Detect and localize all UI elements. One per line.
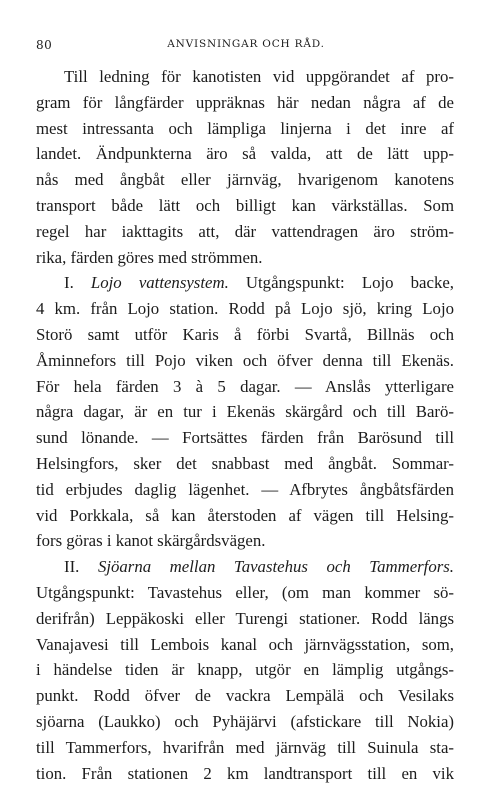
text-line: Vanajavesi till Lembois kanal och järnvägsstation, som, <box>36 634 454 654</box>
text-line: Helsingfors, sker det snabbast med ångbåt. Sommar- <box>36 453 454 473</box>
text-line: punkt. Rodd öfver de vackra Lempälä och Vesilaks <box>36 686 454 706</box>
text-line: sjöarna (Laukko) och Pyhäjärvi (afstickare till Nokia) <box>36 711 454 731</box>
section-heading-line <box>36 554 454 580</box>
section-number: II. <box>64 557 80 577</box>
text-line: derifrån) Leppäkoski eller Turengi stationer. Rodd längs <box>36 608 454 628</box>
text-line: Utgångspunkt: Tavastehus eller, (om man kommer sö- <box>36 582 454 602</box>
page-header <box>36 38 456 56</box>
section-tavastehus-tammerfors <box>36 554 454 786</box>
text-line: rika, färden göres med strömmen. <box>36 247 263 267</box>
text-line: fors göras i kanot skärgårdsvägen. <box>36 531 266 551</box>
text-line: transport både lätt och billigt kan värkställas. Som <box>36 195 454 215</box>
text-line: sund lönande. — Fortsättes färden från Barösund till <box>36 428 454 448</box>
running-title: ANVISNINGAR OCH RÅD. <box>167 38 325 50</box>
text-line: mest intressanta och lämpliga linjerna i det inre af <box>36 118 454 138</box>
text-line: tid erbjudes daglig lägenhet. — Afbrytes ångbåtsfärden <box>36 479 454 499</box>
page-number: 80 <box>36 38 53 52</box>
text-line: För hela färden 3 à 5 dagar. — Anslås ytterligare <box>36 376 454 396</box>
text-line: till Tammerfors, hvarifrån med järnväg till Suinula sta- <box>36 737 454 757</box>
text-line: Till ledning för kanotisten vid uppgörandet af pro- <box>64 67 454 86</box>
section-heading-rest: Utgångspunkt: Lojo backe, <box>245 273 454 293</box>
text-line: några dagar, är en tur i Ekenäs skärgård och till Barö- <box>36 402 454 422</box>
section-title: Lojo vattensystem. <box>90 273 229 293</box>
text-line: 4 km. från Lojo station. Rodd på Lojo sjö, kring Lojo <box>36 299 454 319</box>
section-heading-line <box>36 270 454 296</box>
text-line: tion. Från stationen 2 km landtransport till en vik <box>36 763 454 783</box>
text-line: vid Porkkala, så kan återstoden af vägen till Helsing- <box>36 505 454 525</box>
text-line: Storö samt utför Karis å förbi Svartå, Billnäs och <box>36 324 454 344</box>
section-lojo <box>36 270 454 554</box>
body-text <box>36 64 454 786</box>
text-line: nås med ångbåt eller järnväg, hvarigenom kanotens <box>36 170 454 190</box>
section-title: Sjöarna mellan Tavastehus och Tammerfors. <box>97 557 454 577</box>
text-line: landet. Ändpunkterna äro så valda, att de lätt upp- <box>36 144 454 164</box>
intro-paragraph <box>36 64 454 270</box>
text-line: regel har iakttagits att, där vattendragen äro ström- <box>36 221 454 241</box>
section-number: I. <box>64 273 74 293</box>
text-line: i händelse tiden är knapp, utgör en lämplig utgångs- <box>36 660 454 680</box>
text-line: gram för långfärder uppräknas här nedan några af de <box>36 92 454 112</box>
text-line: Åminnefors till Pojo viken och öfver denna till Ekenäs. <box>36 350 454 370</box>
